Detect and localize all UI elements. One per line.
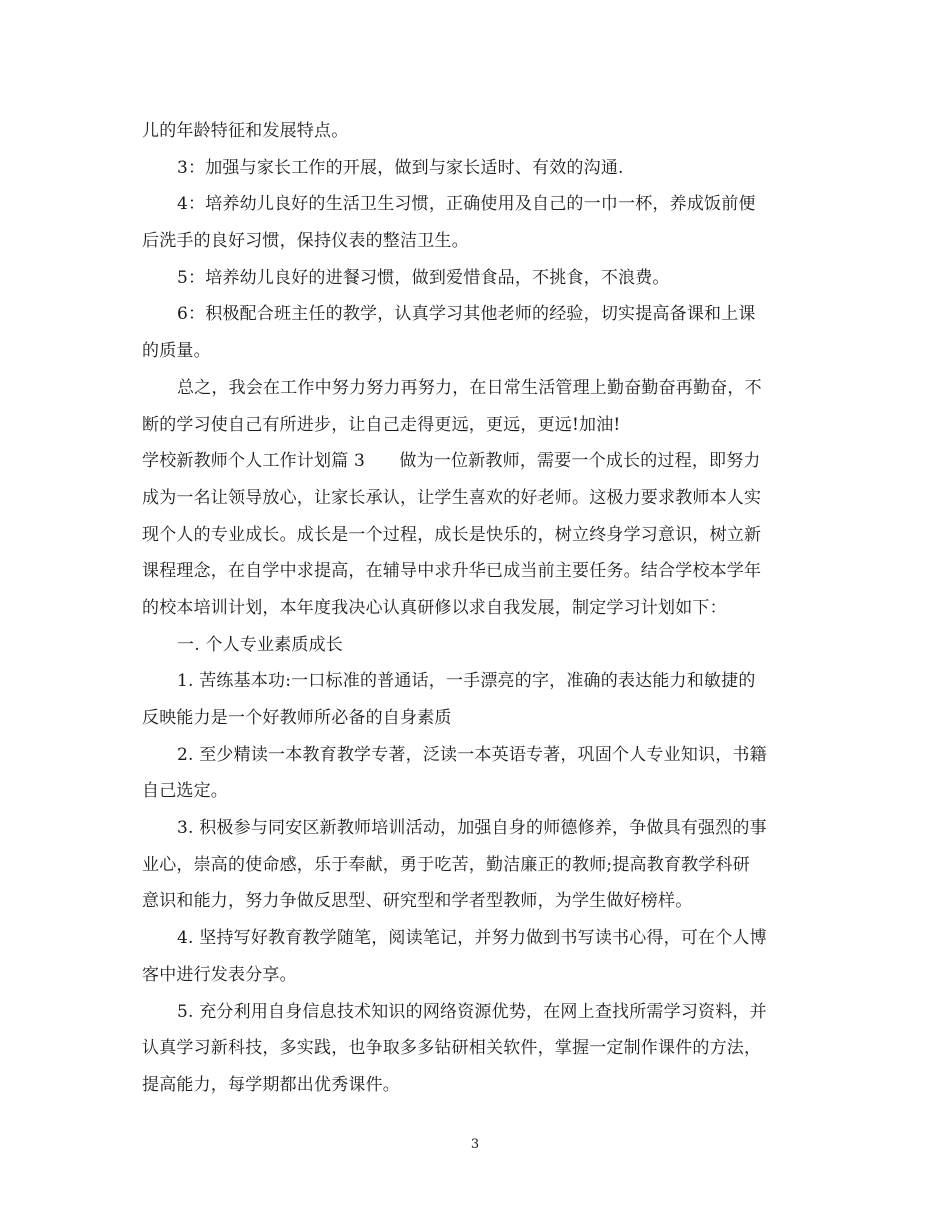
text-line: 后洗手的良好习惯，保持仪表的整洁卫生。 [142,231,469,252]
page-number: 3 [470,1137,480,1152]
document-body [142,113,812,1104]
text-line: 认真学习新科技，多实践，也争取多多钻研相关软件，掌握一定制作课件的方法， [142,1038,762,1059]
text-line: 2. 至少精读一本教育教学专著，泛读一本英语专著，巩固个人专业知识，书籍 [177,744,767,765]
text-line: 断的学习使自己有所进步，让自己走得更远，更远，更远!加油! [142,414,621,435]
text-line: 业心，崇高的使命感，乐于奉献，勇于吃苦，勤洁廉正的教师;提高教育教学科研 [142,854,750,875]
text-line: 5. 充分利用自身信息技术知识的网络资源优势，在网上查找所需学习资料，并 [177,1001,767,1022]
text-line: 总之，我会在工作中努力努力再努力，在日常生活管理上勤奋勤奋再勤奋，不 [177,377,762,398]
text-line: 1. 苦练基本功:一口标准的普通话，一手漂亮的字，准确的表达能力和敏捷的 [177,671,756,692]
text-line: 反映能力是一个好教师所必备的自身素质 [142,708,452,728]
text-line: 意识和能力，努力争做反思型、研究型和学者型教师，为学生做好榜样。 [142,891,693,912]
text-line: 3：加强与家长工作的开展，做到与家长适时、有效的沟通. [177,157,624,178]
text-line: 3. 积极参与同安区新教师培训活动，加强自身的师德修养，争做具有强烈的事 [177,818,767,839]
text-line: 客中进行发表分享。 [142,964,297,985]
section-heading-line: 学校新教师个人工作计划篇 3 做为一位新教师，需要一个成长的过程，即努力 [142,451,761,472]
text-line: 4：培养幼儿良好的生活卫生习惯，正确使用及自己的一巾一杯，养成饭前便 [177,194,756,215]
text-line: 提高能力，每学期都出优秀课件。 [142,1074,400,1095]
text-line: 课程理念，在自学中求提高，在辅导中求升华已成当前主要任务。结合学校本学年 [142,561,762,582]
text-line: 4. 坚持写好教育教学随笔，阅读笔记，并努力做到书写读书心得，可在个人博 [177,928,767,949]
text-line: 现个人的专业成长。成长是一个过程，成长是快乐的，树立终身学习意识，树立新 [142,524,762,545]
text-line: 6：积极配合班主任的教学，认真学习其他老师的经验，切实提高备课和上课 [177,304,756,325]
text-line: 儿的年龄特征和发展特点。 [142,121,349,141]
subheading-line: 一. 个人专业素质成长 [177,634,344,655]
text-line: 5：培养幼儿良好的进餐习惯，做到爱惜食品，不挑食，不浪费。 [177,267,670,288]
text-line: 成为一名让领导放心，让家长承认，让学生喜欢的好老师。这极力要求教师本人实 [142,487,762,508]
text-line: 的校本培训计划，本年度我决心认真研修以求自我发展，制定学习计划如下： [142,597,727,618]
text-line: 自己选定。 [142,781,228,802]
text-line: 的质量。 [142,341,211,362]
